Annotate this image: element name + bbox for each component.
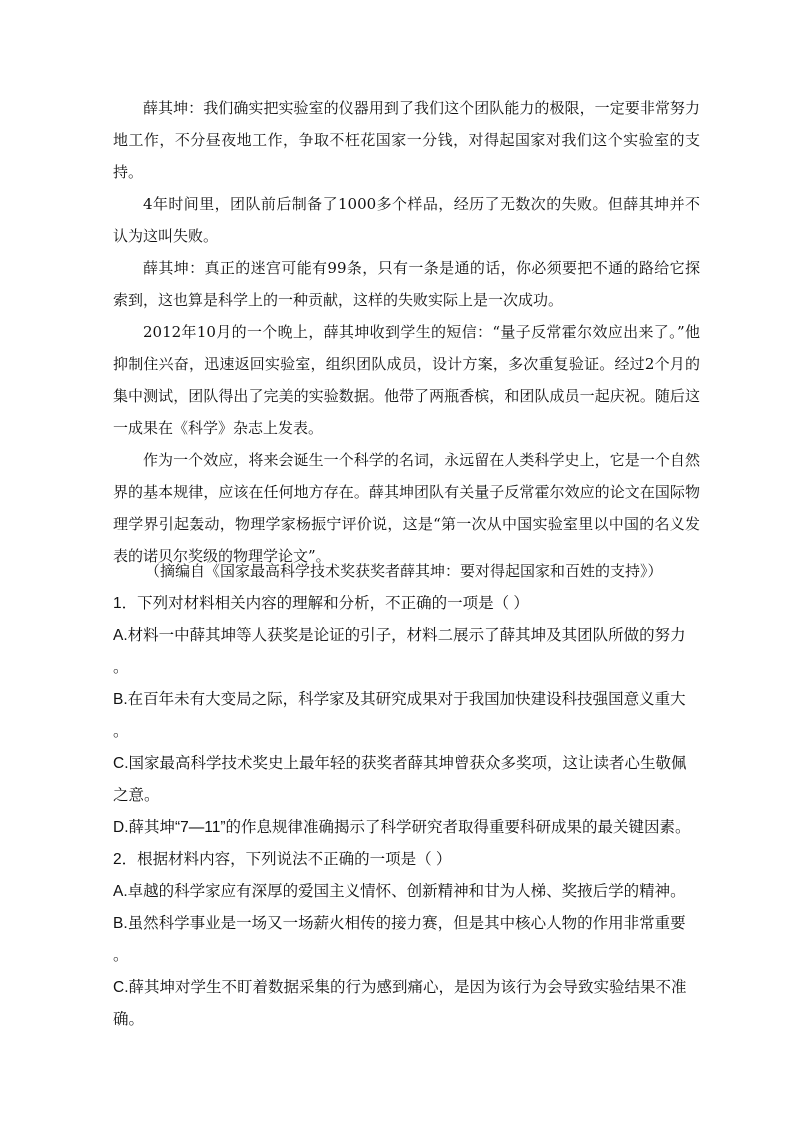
material-paragraph-4: 2012年10月的一个晚上，薛其坤收到学生的短信：“量子反常霍尔效应出来了。”他抑制住兴奋，迅速返回实验室，组织团队成员，设计方案，多次重复验证。经过2个月的集中测试，团队得出了完美的实验数据。他带了两瓶香槟，和团队成员一起庆祝。随后这一成果在《科学》杂志上发表。 xyxy=(113,323,700,437)
material-paragraph-3: 薛其坤：真正的迷宫可能有99条，只有一条是通的话，你必须要把不通的路给它探索到，这也算是科学上的一种贡献，这样的失败实际上是一次成功。 xyxy=(113,259,700,309)
question-2-option-b-cont: 。 xyxy=(113,947,129,964)
questions-section xyxy=(113,588,703,1036)
question-1-option-a: A.材料一中薛其坤等人获奖是论证的引子，材料二展示了薛其坤及其团队所做的努力 xyxy=(113,627,686,644)
question-2-stem: 2．根据材料内容，下列说法不正确的一项是（ ） xyxy=(113,851,452,868)
question-1-option-a-cont: 。 xyxy=(113,659,129,676)
material-source: （摘编自《国家最高科学技术奖获奖者薛其坤：要对得起国家和百姓的支持》） xyxy=(145,562,663,580)
question-2-option-b: B.虽然科学事业是一场又一场薪火相传的接力赛，但是其中核心人物的作用非常重要 xyxy=(113,915,686,932)
question-1-stem: 1．下列对材料相关内容的理解和分析，不正确的一项是（ ） xyxy=(113,595,529,612)
question-1-option-d: D.薛其坤“7—11”的作息规律准确揭示了科学研究者取得重要科研成果的最关键因素。 xyxy=(113,819,691,836)
material-paragraph-1: 薛其坤：我们确实把实验室的仪器用到了我们这个团队能力的极限，一定要非常努力地工作，不分昼夜地工作，争取不枉花国家一分钱，对得起国家对我们这个实验室的支持。 xyxy=(113,99,700,181)
reading-material xyxy=(113,92,700,572)
question-1-option-c: C.国家最高科学技术奖史上最年轻的获奖者薛其坤曾获众多奖项，这让读者心生敬佩 xyxy=(113,755,687,772)
question-2-option-a: A.卓越的科学家应有深厚的爱国主义情怀、创新精神和甘为人梯、奖掖后学的精神。 xyxy=(113,883,686,900)
question-1-option-b-cont: 。 xyxy=(113,723,129,740)
question-2-option-c: C.薛其坤对学生不盯着数据采集的行为感到痛心，是因为该行为会导致实验结果不准 xyxy=(113,979,687,996)
question-1-option-c-cont: 之意。 xyxy=(113,787,160,804)
question-1-option-b: B.在百年未有大变局之际，科学家及其研究成果对于我国加快建设科技强国意义重大 xyxy=(113,691,686,708)
material-paragraph-5: 作为一个效应，将来会诞生一个科学的名词，永远留在人类科学史上，它是一个自然界的基本规律，应该在任何地方存在。薛其坤团队有关量子反常霍尔效应的论文在国际物理学界引起轰动，物理学家杨振宁评价说，这是“第一次从中国实验室里以中国的名义发表的诺贝尔奖级的物理学论文”。 xyxy=(113,451,700,565)
material-paragraph-2: 4年时间里，团队前后制备了1000多个样品，经历了无数次的失败。但薛其坤并不认为这叫失败。 xyxy=(113,195,700,245)
question-2-option-c-cont: 确。 xyxy=(113,1011,145,1028)
